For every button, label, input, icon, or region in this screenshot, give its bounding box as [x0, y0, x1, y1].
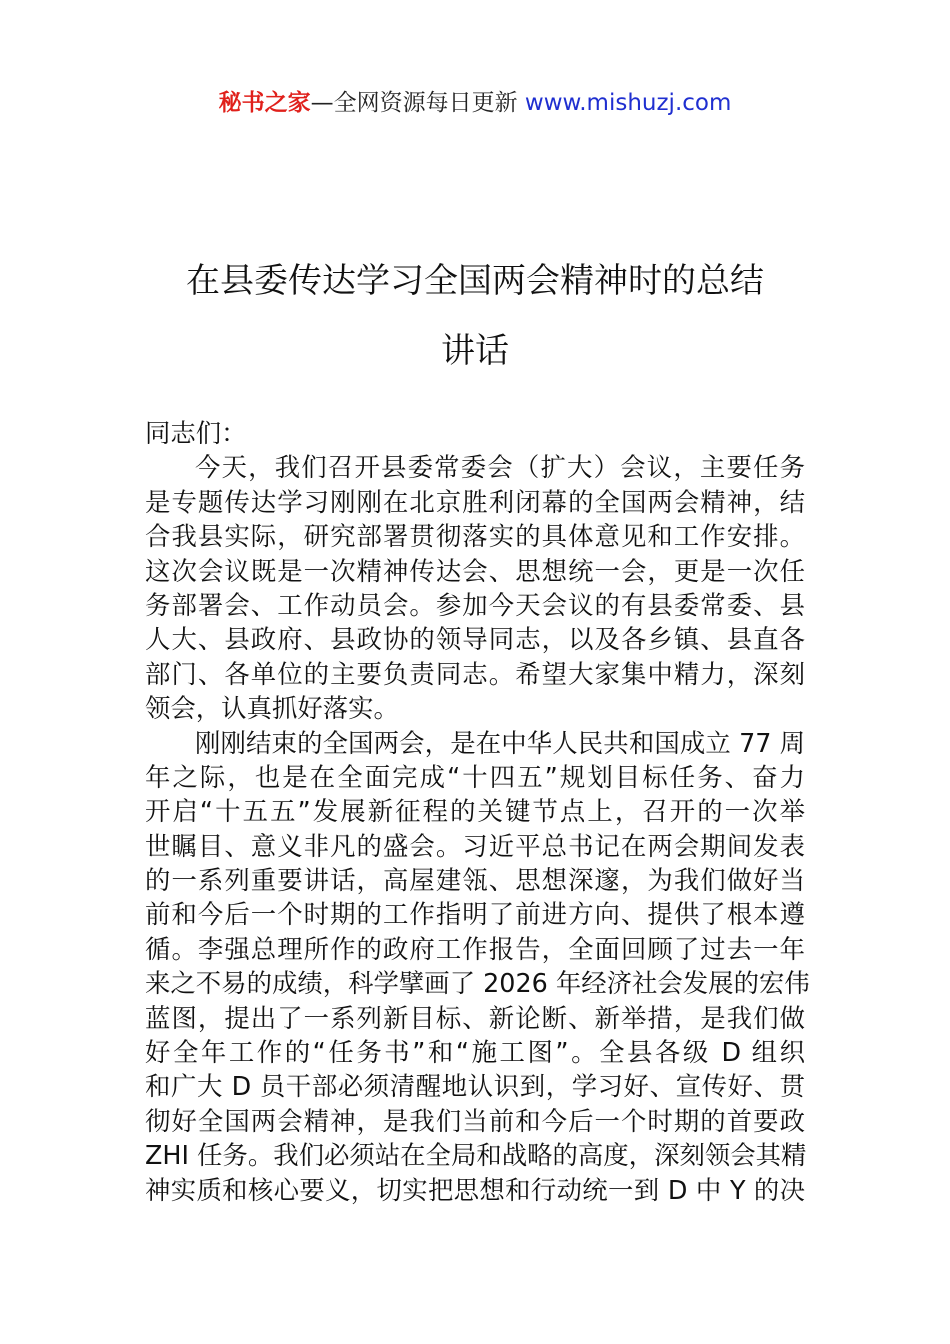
site-url-link[interactable]: www.mishuzj.com [524, 90, 732, 116]
body-line: 这次会议既是一次精神传达会、思想统一会，更是一次任 [145, 555, 805, 586]
document-title [100, 246, 850, 386]
body-line: 开启“十五五”发展新征程的关键节点上，召开的一次举 [145, 796, 805, 827]
body-line: 世瞩目、意义非凡的盛会。习近平总书记在两会期间发表 [145, 830, 805, 861]
body-line: 彻好全国两会精神，是我们当前和今后一个时期的首要政 [145, 1105, 805, 1136]
header-tagline: —全网资源每日更新 [310, 90, 518, 116]
body-line: 和广大 D 员干部必须清醒地认识到，学习好、宣传好、贯 [145, 1071, 805, 1102]
body-line: 人大、县政府、县政协的领导同志，以及各乡镇、县直各 [145, 624, 805, 655]
body-line: 的一系列重要讲话，高屋建瓴、思想深邃，为我们做好当 [145, 865, 805, 896]
body-line: 蓝图，提出了一系列新目标、新论断、新举措，是我们做 [145, 1002, 805, 1033]
body-line: 循。李强总理所作的政府工作报告，全面回顾了过去一年 [145, 933, 805, 964]
title-line-2: 讲话 [441, 331, 509, 371]
body-line: 前和今后一个时期的工作指明了前进方向、提供了根本遵 [145, 899, 805, 930]
body-line: 刚刚结束的全国两会，是在中华人民共和国成立 77 周 [195, 727, 805, 758]
header-banner [0, 86, 950, 120]
body-line: 来之不易的成绩，科学擘画了 2026 年经济社会发展的宏伟 [145, 968, 810, 999]
brand-name: 秘书之家 [218, 90, 311, 116]
body-line: 年之际，也是在全面完成“十四五”规划目标任务、奋力 [145, 761, 805, 792]
body-line: 好全年工作的“任务书”和“施工图”。全县各级 D 组织 [145, 1037, 805, 1068]
body-line: 领会，认真抓好落实。 [145, 693, 399, 724]
document-body [145, 416, 810, 1207]
body-line: ZHI 任务。我们必须站在全局和战略的高度，深刻领会其精 [145, 1140, 807, 1171]
body-line: 今天，我们召开县委常委会（扩大）会议，主要任务 [195, 452, 805, 483]
salutation: 同志们： [145, 418, 247, 448]
body-line: 神实质和核心要义，切实把思想和行动统一到 D 中 Y 的决 [145, 1174, 805, 1205]
title-line-1: 在县委传达学习全国两会精神时的总结 [186, 261, 764, 301]
body-line: 合我县实际，研究部署贯彻落实的具体意见和工作安排。 [145, 521, 805, 552]
body-line: 是专题传达学习刚刚在北京胜利闭幕的全国两会精神，结 [145, 486, 805, 517]
body-line: 部门、各单位的主要负责同志。希望大家集中精力，深刻 [145, 658, 805, 689]
body-line: 务部署会、工作动员会。参加今天会议的有县委常委、县 [145, 589, 805, 620]
